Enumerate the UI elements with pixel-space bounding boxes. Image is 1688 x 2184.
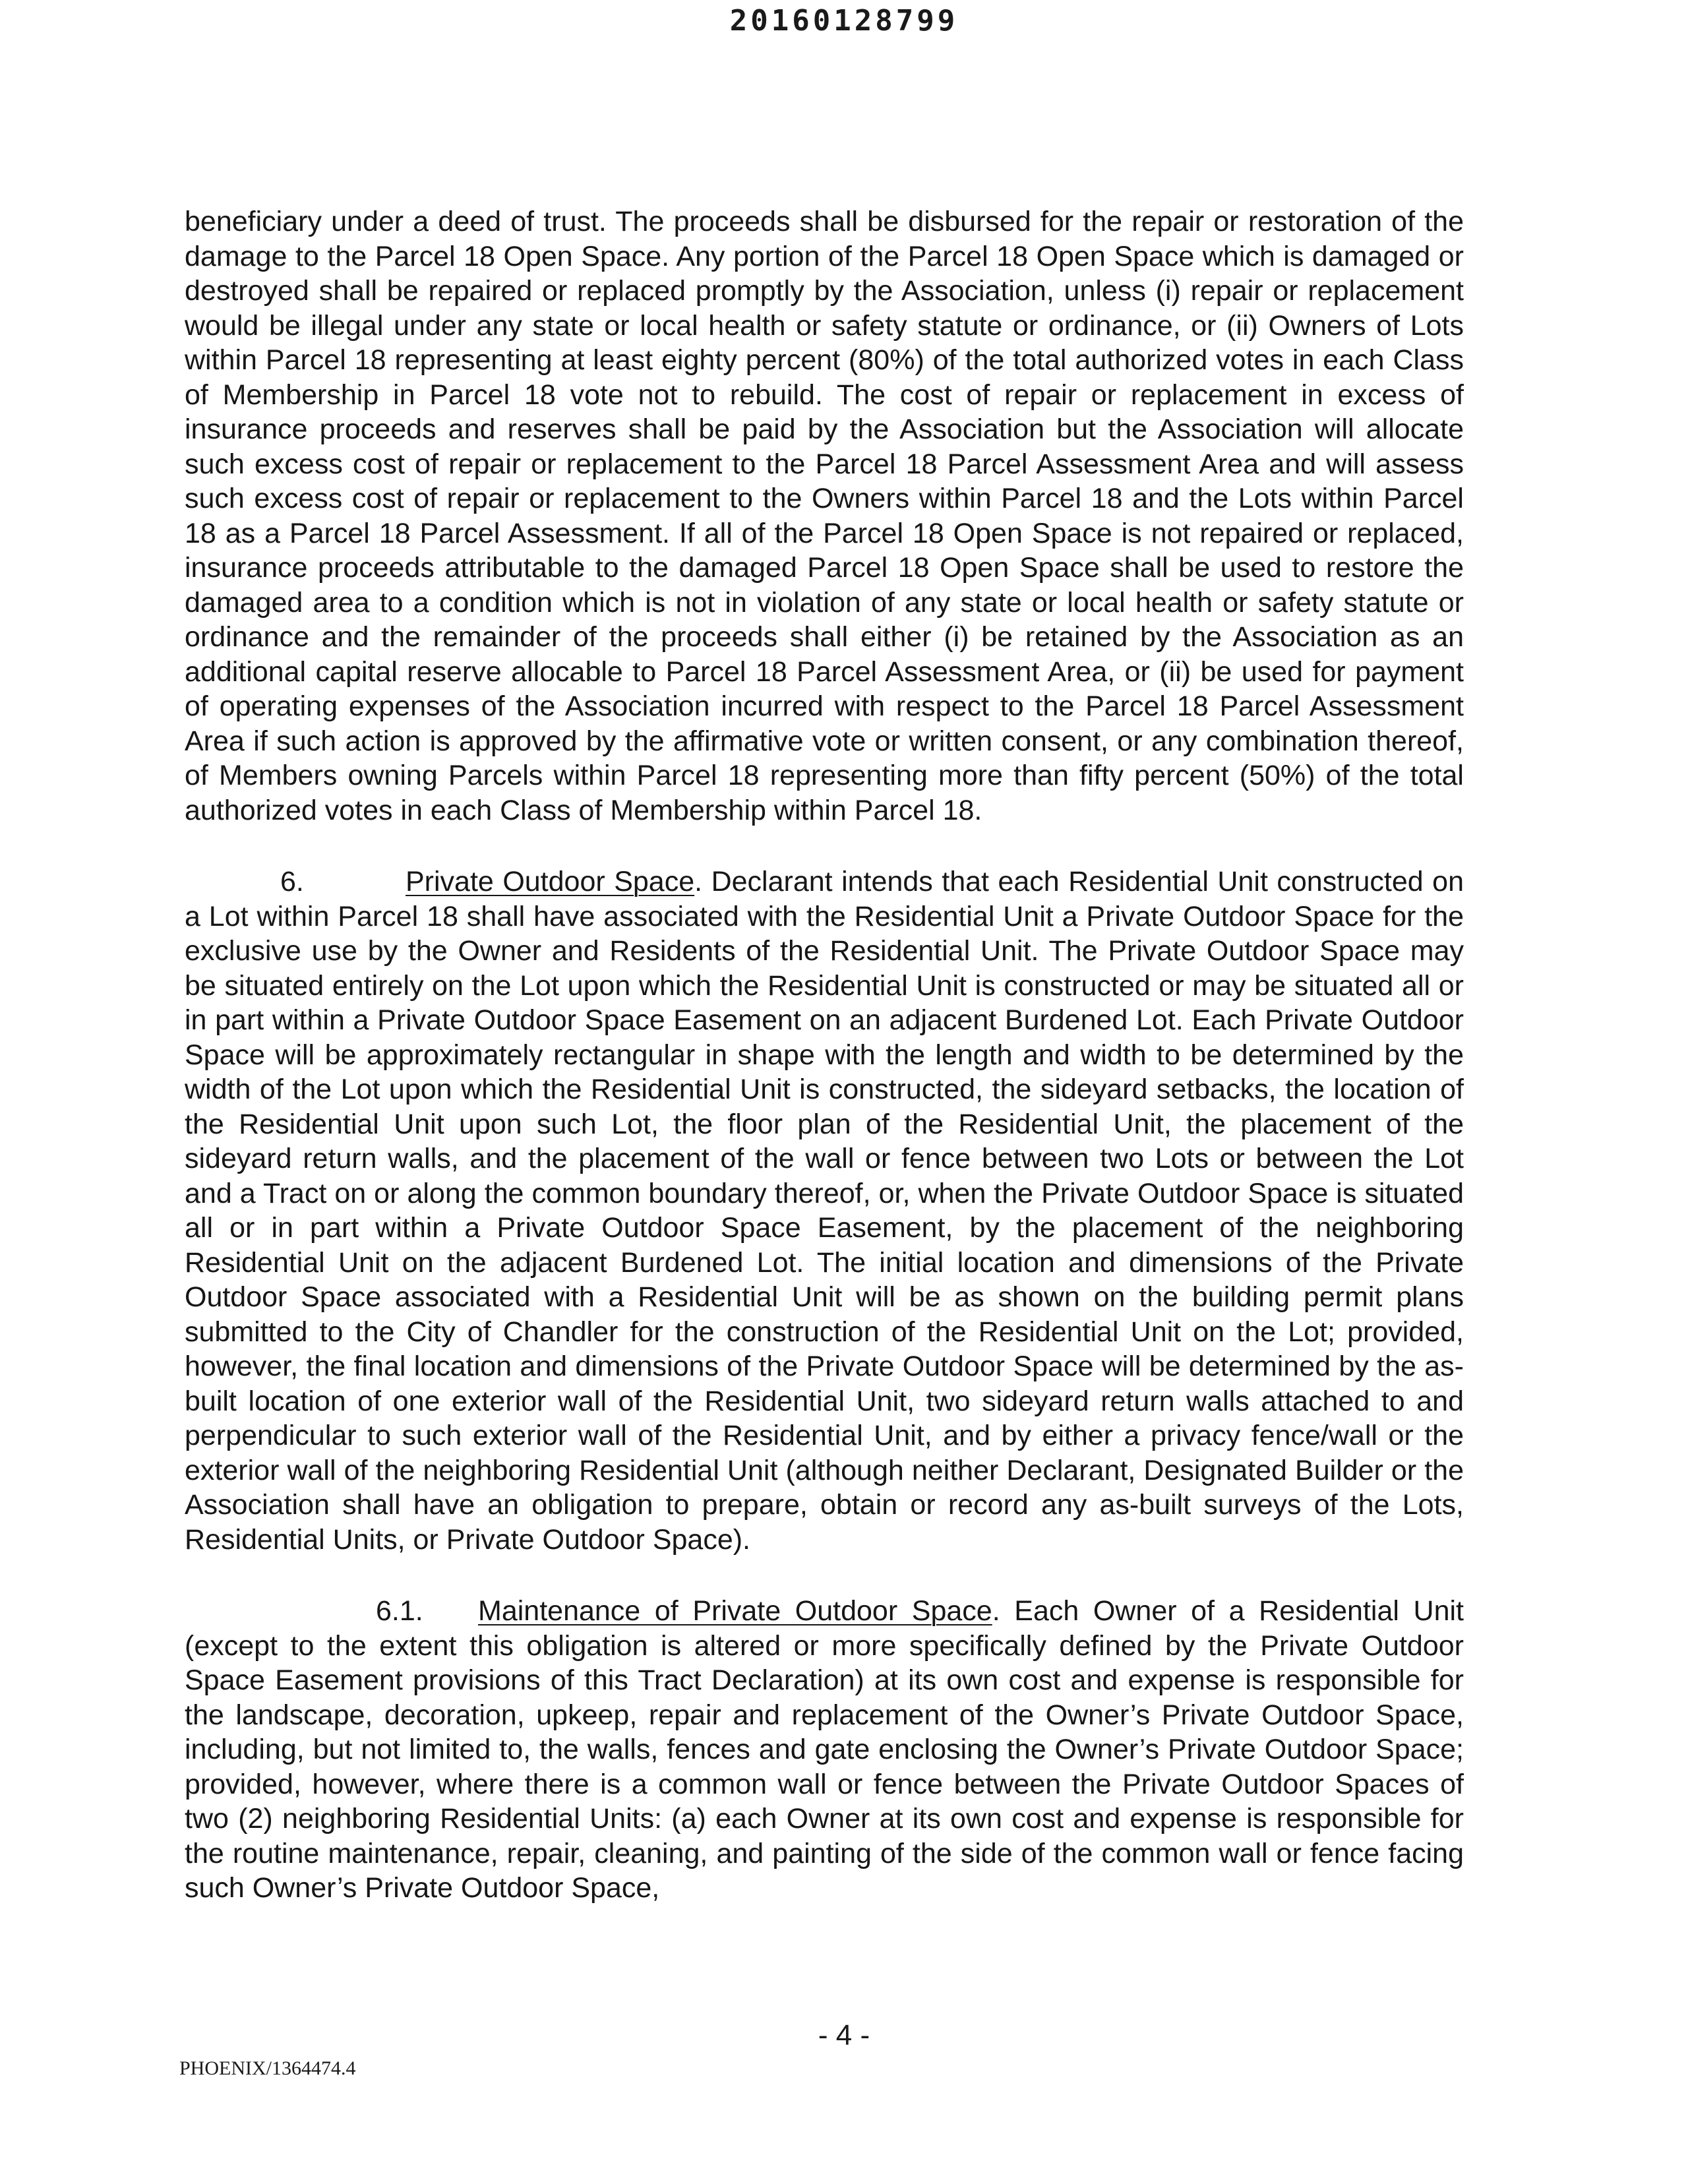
document-number: 20160128799 [729,4,959,38]
section-text: . Declarant intends that each Residential Unit constructed on a Lot within Parcel 18 shall have associated with the Residential Unit a Private Outdoor Space for the exclusive use by the Owner and Residents of the Residential Unit. The Private Outdoor Space may be situated entirely on the Lot upon which the Residential Unit is constructed or may be situated all or in part within a Private Outdoor Space Easement on an adjacent Burdened Lot. Each Private Outdoor Space will be approximately rectangular in shape with the length and width to be determined by the width of the Lot upon which the Residential Unit is constructed, the sideyard setbacks, the location of the Residential Unit upon such Lot, the floor plan of the Residential Unit, the placement of the sideyard return walls, and the placement of the wall or fence between two Lots or between the Lot and a Tract on or along the common boundary thereof, or, when the Private Outdoor Space is situated all or in part within a Private Outdoor Space Easement, by the placement of the neighboring Residential Unit on the adjacent Burdened Lot. The initial location and dimensions of the Private Outdoor Space associated with a Residential Unit will be as shown on the building permit plans submitted to the City of Chandler for the construction of the Residential Unit on the Lot; provided, however, the final location and dimensions of the Private Outdoor Space will be determined by the as-built location of one exterior wall of the Residential Unit, two sideyard return walls attached to and perpendicular to such exterior wall of the Residential Unit, and by either a privacy fence/wall or the exterior wall of the neighboring Residential Unit (although neither Declarant, Designated Builder or the Association shall have an obligation to prepare, obtain or record any as-built surveys of the Lots, Residential Units, or Private Outdoor Space). [185,866,1464,1556]
section-number: 6.1. [376,1595,423,1627]
section-heading: Maintenance of Private Outdoor Space [478,1595,992,1627]
document-reference: PHOENIX/1364474.4 [179,2057,356,2079]
section-text: . Each Owner of a Residential Unit (except to the extent this obligation is altered or more specifically defined by the Private Outdoor Space Easement provisions of this Tract Declaration) at its own cost and expense is responsible for the landscape, decoration, upkeep, repair and replacement of the Owner’s Private Outdoor Space, including, but not limited to, the walls, fences and gate enclosing the Owner’s Private Outdoor Space; provided, however, where there is a common wall or fence between the Private Outdoor Spaces of two (2) neighboring Residential Units: (a) each Owner at its own cost and expense is responsible for the routine maintenance, repair, cleaning, and painting of the side of the common wall or fence facing such Owner’s Private Outdoor Space, [185,1595,1464,1904]
section-6-paragraph [185,864,1464,1557]
section-6-1-paragraph [185,1594,1464,1906]
paragraph-continuation: beneficiary under a deed of trust. The proceeds shall be disbursed for the repair or restoration of the damage to the Parcel 18 Open Space. Any portion of the Parcel 18 Open Space which is damaged or destroyed shall be repaired or replaced promptly by the Association, unless (i) repair or replacement would be illegal under any state or local health or safety statute or ordinance, or (ii) Owners of Lots within Parcel 18 representing at least eighty percent (80%) of the total authorized votes in each Class of Membership in Parcel 18 vote not to rebuild. The cost of repair or replacement in excess of insurance proceeds and reserves shall be paid by the Association but the Association will allocate such excess cost of repair or replacement to the Parcel 18 Parcel Assessment Area and will assess such excess cost of repair or replacement to the Owners within Parcel 18 and the Lots within Parcel 18 as a Parcel 18 Parcel Assessment. If all of the Parcel 18 Open Space is not repaired or replaced, insurance proceeds attributable to the damaged Parcel 18 Open Space shall be used to restore the damaged area to a condition which is not in violation of any state or local health or safety statute or ordinance and the remainder of the proceeds shall either (i) be retained by the Association as an additional capital reserve allocable to Parcel 18 Parcel Assessment Area, or (ii) be used for payment of operating expenses of the Association incurred with respect to the Parcel 18 Parcel Assessment Area if such action is approved by the affirmative vote or written consent, or any combination thereof, of Members owning Parcels within Parcel 18 representing more than fifty percent (50%) of the total authorized votes in each Class of Membership within Parcel 18. [185,206,1464,826]
document-body [185,204,1464,1943]
section-heading: Private Outdoor Space [406,866,695,897]
section-number: 6. [280,866,304,897]
page-number: - 4 - [818,2019,870,2051]
